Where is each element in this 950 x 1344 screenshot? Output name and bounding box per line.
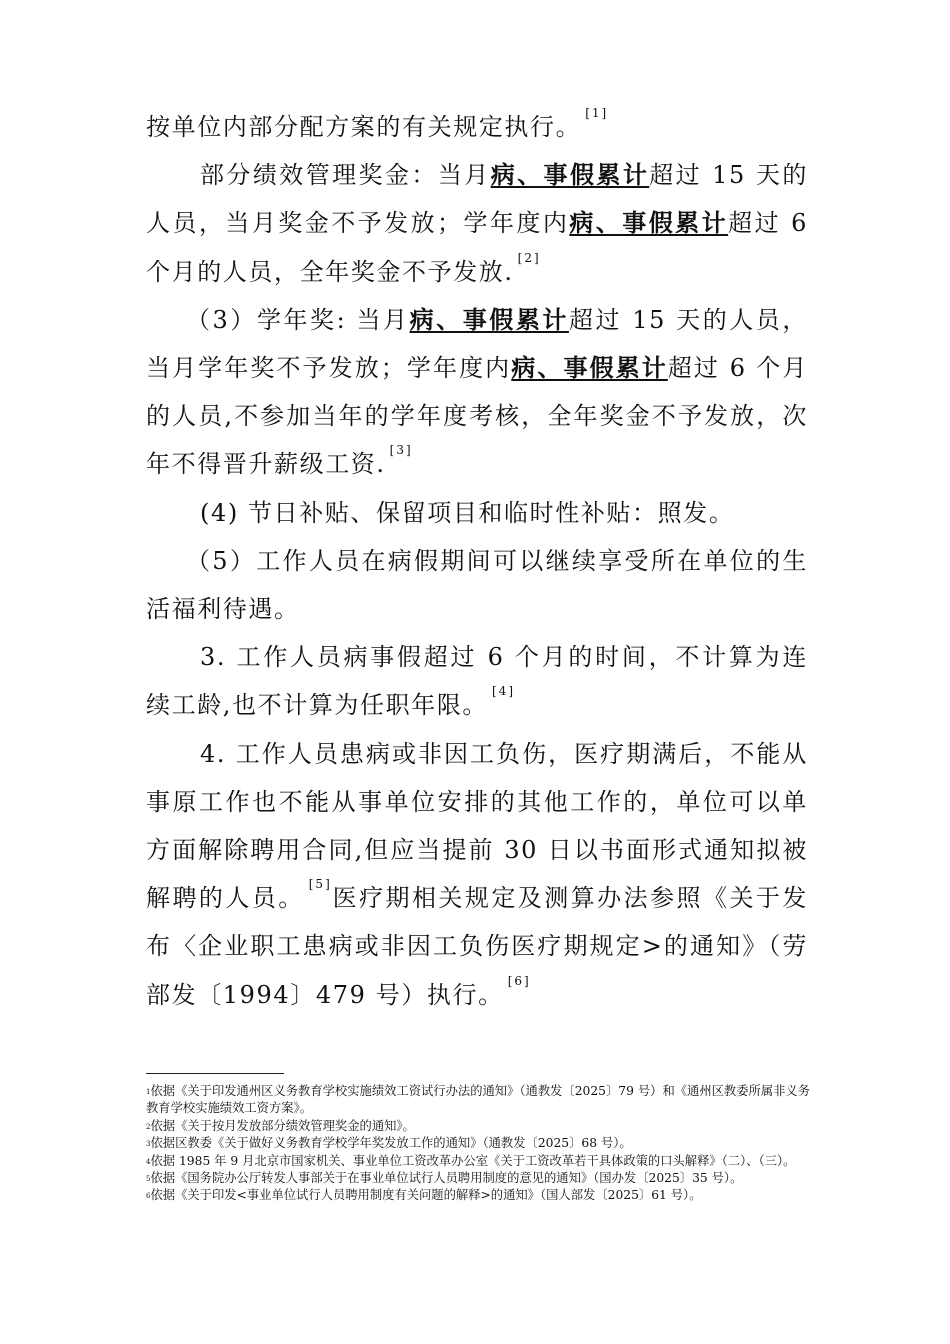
paragraph-text: 超过 6 个月的人员,不参加当年的学年度考核，全年奖金不予发放，次年不得晋升薪级工资. xyxy=(146,354,808,479)
paragraph-4 xyxy=(146,489,808,537)
footnote-4 xyxy=(146,1153,810,1170)
footnote-text: 依据《关于印发<事业单位试行人员聘用制度有关问题的解释>的通知》（国人部发〔2025〕61 号）。 xyxy=(150,1188,702,1203)
paragraph-text: （5）工作人员在病假期间可以继续享受所在单位的生活福利待遇。 xyxy=(146,546,808,624)
footnote-text: 依据《国务院办公厅转发人事部关于在事业单位试行人员聘用制度的意见的通知》（国办发〔2025〕35 号）。 xyxy=(150,1171,743,1186)
paragraph-1 xyxy=(146,103,808,151)
footnote-2 xyxy=(146,1118,810,1135)
footnote-mark: 4 xyxy=(146,1157,151,1166)
highlight-term: 病、事假累计 xyxy=(569,208,729,238)
footnote-ref-4[interactable]: [4] xyxy=(492,684,516,699)
footnote-divider xyxy=(146,1073,284,1074)
paragraph-text: （3）学年奖: 当月 xyxy=(186,305,410,334)
paragraph-text: 按单位内部分配方案的有关规定执行。 xyxy=(146,113,582,141)
body-text xyxy=(146,103,808,1019)
footnote-ref-6[interactable]: [6] xyxy=(507,973,531,988)
footnote-ref-1[interactable]: [1] xyxy=(585,106,609,120)
paragraph-text: (4) 节日补贴、保留项目和临时性补贴：照发。 xyxy=(200,498,735,527)
paragraph-5 xyxy=(146,537,808,633)
paragraph-text: 医疗期相关规定及测算办法参照《关于发布〈企业职工患病或非因工负伤医疗期规定>的通知》（劳部发〔1994〕479 号）执行。 xyxy=(146,884,808,1009)
footnote-mark: 5 xyxy=(146,1175,151,1184)
footnote-mark: 2 xyxy=(146,1122,151,1131)
footnote-ref-2[interactable]: [2] xyxy=(517,250,541,265)
highlight-term: 病、事假累计 xyxy=(490,160,650,190)
paragraph-6 xyxy=(146,633,808,729)
footnote-text: 依据《关于按月发放部分绩效管理奖金的通知》。 xyxy=(150,1118,415,1133)
footnote-mark: 3 xyxy=(146,1140,151,1149)
footnote-mark: 6 xyxy=(146,1192,151,1201)
footnote-5 xyxy=(146,1170,810,1187)
paragraph-text: 4. 工作人员患病或非因工负伤，医疗期满后，不能从事原工作也不能从事单位安排的其他工作的，单位可以单方面解除聘用合同,但应当提前 30 日以书面形式通知拟被解聘的人员。 xyxy=(146,739,808,913)
highlight-term: 病、事假累计 xyxy=(511,353,668,383)
footnote-ref-3[interactable]: [3] xyxy=(389,443,413,458)
footnote-text: 依据 1985 年 9 月北京市国家机关、事业单位工资改革办公室《关于工资改革若干具体政策的口头解释》（二）、（三）。 xyxy=(150,1153,796,1168)
paragraph-3 xyxy=(146,296,808,489)
footnote-1 xyxy=(146,1083,810,1118)
paragraph-text: 3. 工作人员病事假超过 6 个月的时间，不计算为连续工龄,也不计算为任职年限。 xyxy=(146,643,808,720)
paragraph-text: 部分绩效管理奖金：当月 xyxy=(200,161,491,190)
paragraph-text: 超过 15 天的人员，当月学年奖不予发放；学年度内 xyxy=(146,305,808,383)
footnote-mark: 1 xyxy=(146,1088,151,1096)
footnote-ref-5[interactable]: [5] xyxy=(308,877,332,892)
highlight-term: 病、事假累计 xyxy=(409,304,569,334)
footnotes xyxy=(146,1083,810,1205)
footnote-text: 依据区教委《关于做好义务教育学校学年奖发放工作的通知》（通教发〔2025〕68 号）。 xyxy=(150,1136,632,1151)
paragraph-text: 超过 15 天的人员，当月奖金不予发放；学年度内 xyxy=(146,161,808,238)
footnote-3 xyxy=(146,1135,810,1152)
footnote-6 xyxy=(146,1187,810,1204)
footnote-text: 依据《关于印发通州区义务教育学校实施绩效工资试行办法的通知》（通教发〔2025〕79 号）和《通州区教委所属非义务教育学校实施绩效工资方案》。 xyxy=(146,1084,811,1116)
paragraph-2 xyxy=(146,151,808,296)
paragraph-7 xyxy=(146,730,808,1019)
paragraph-text: 超过 6 个月的人员，全年奖金不予发放. xyxy=(146,209,808,286)
